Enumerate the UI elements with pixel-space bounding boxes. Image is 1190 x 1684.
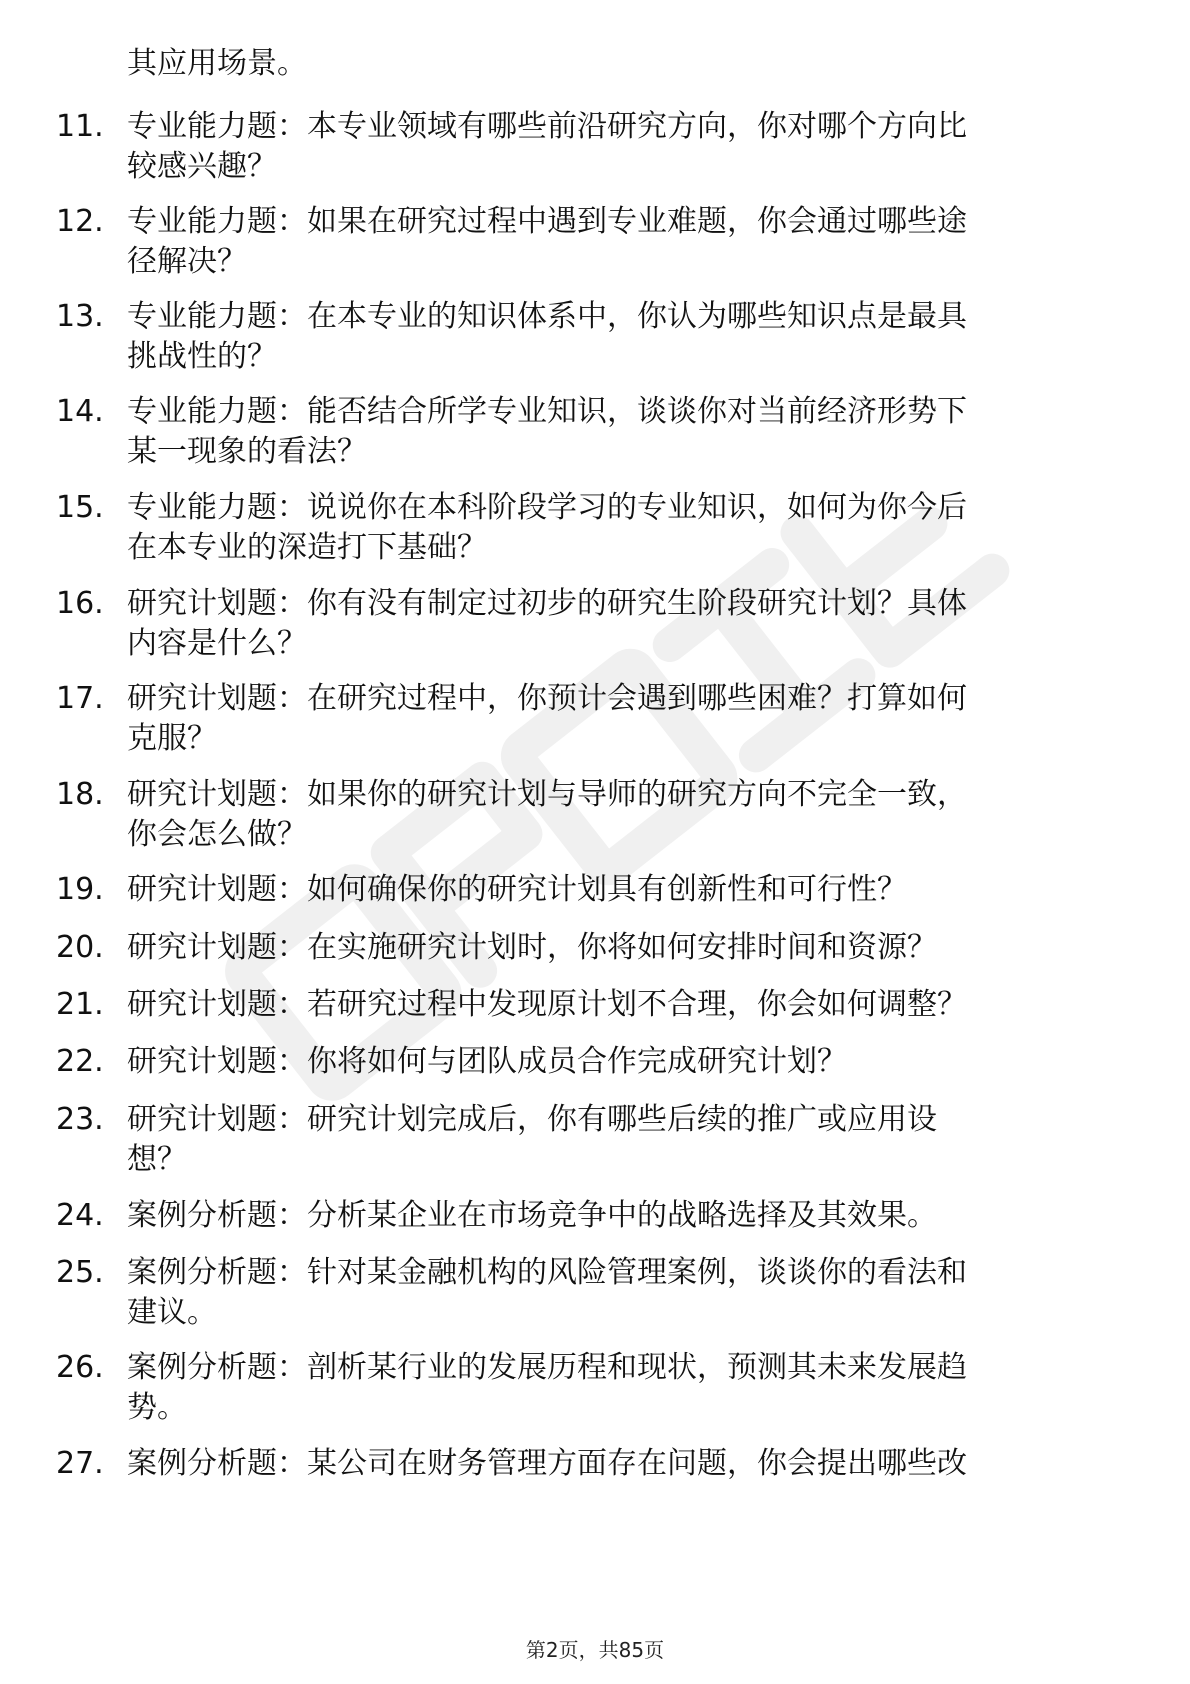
item-text-line: 研究计划题：如何确保你的研究计划具有创新性和可行性？ <box>127 872 907 907</box>
item-text-line: 克服？ <box>127 721 217 756</box>
item-number: 17. <box>56 681 104 716</box>
item-text-line: 在本专业的深造打下基础？ <box>127 530 487 565</box>
item-number: 11. <box>56 109 104 144</box>
item-text-line: 研究计划题：你有没有制定过初步的研究生阶段研究计划？具体 <box>127 586 967 621</box>
item-text-line: 较感兴趣？ <box>127 149 277 184</box>
item-text-line: 专业能力题：能否结合所学专业知识，谈谈你对当前经济形势下 <box>127 394 967 429</box>
continuation-text: 其应用场景。 <box>127 46 307 81</box>
item-text-line: 研究计划题：你将如何与团队成员合作完成研究计划？ <box>127 1044 847 1079</box>
item-text-line: 径解决？ <box>127 244 247 279</box>
item-text-line: 专业能力题：在本专业的知识体系中，你认为哪些知识点是最具 <box>127 299 967 334</box>
item-text-line: 某一现象的看法？ <box>127 434 367 469</box>
item-text-line: 案例分析题：剖析某行业的发展历程和现状，预测其未来发展趋 <box>127 1350 967 1385</box>
item-number: 26. <box>56 1350 104 1385</box>
item-number: 19. <box>56 872 104 907</box>
item-number: 15. <box>56 490 104 525</box>
item-number: 22. <box>56 1044 104 1079</box>
item-number: 25. <box>56 1255 104 1290</box>
item-number: 16. <box>56 586 104 621</box>
item-text-line: 势。 <box>127 1390 187 1425</box>
item-text-line: 案例分析题：针对某金融机构的风险管理案例，谈谈你的看法和 <box>127 1255 967 1290</box>
item-text-line: 你会怎么做？ <box>127 817 307 852</box>
item-text-line: 研究计划题：如果你的研究计划与导师的研究方向不完全一致， <box>127 777 967 812</box>
item-text-line: 专业能力题：本专业领域有哪些前沿研究方向，你对哪个方向比 <box>127 109 967 144</box>
item-text-line: 建议。 <box>127 1295 217 1330</box>
item-text-line: 研究计划题：若研究过程中发现原计划不合理，你会如何调整？ <box>127 987 967 1022</box>
item-number: 18. <box>56 777 104 812</box>
page-number-footer: 第2页，共85页 <box>525 1638 665 1662</box>
item-number: 24. <box>56 1198 104 1233</box>
item-text-line: 内容是什么？ <box>127 626 307 661</box>
item-text-line: 研究计划题：在研究过程中，你预计会遇到哪些困难？打算如何 <box>127 681 967 716</box>
item-number: 27. <box>56 1446 104 1481</box>
item-text-line: 想？ <box>127 1142 187 1177</box>
item-number: 14. <box>56 394 104 429</box>
item-text-line: 研究计划题：在实施研究计划时，你将如何安排时间和资源？ <box>127 930 937 965</box>
item-number: 20. <box>56 930 104 965</box>
item-number: 13. <box>56 299 104 334</box>
item-number: 23. <box>56 1102 104 1137</box>
item-text-line: 案例分析题：某公司在财务管理方面存在问题，你会提出哪些改 <box>127 1446 967 1481</box>
item-text-line: 挑战性的？ <box>127 339 277 374</box>
item-text-line: 专业能力题：如果在研究过程中遇到专业难题，你会通过哪些途 <box>127 204 967 239</box>
item-text-line: 案例分析题：分析某企业在市场竞争中的战略选择及其效果。 <box>127 1198 937 1233</box>
item-number: 12. <box>56 204 104 239</box>
item-number: 21. <box>56 987 104 1022</box>
item-text-line: 专业能力题：说说你在本科阶段学习的专业知识，如何为你今后 <box>127 490 967 525</box>
item-text-line: 研究计划题：研究计划完成后，你有哪些后续的推广或应用设 <box>127 1102 937 1137</box>
